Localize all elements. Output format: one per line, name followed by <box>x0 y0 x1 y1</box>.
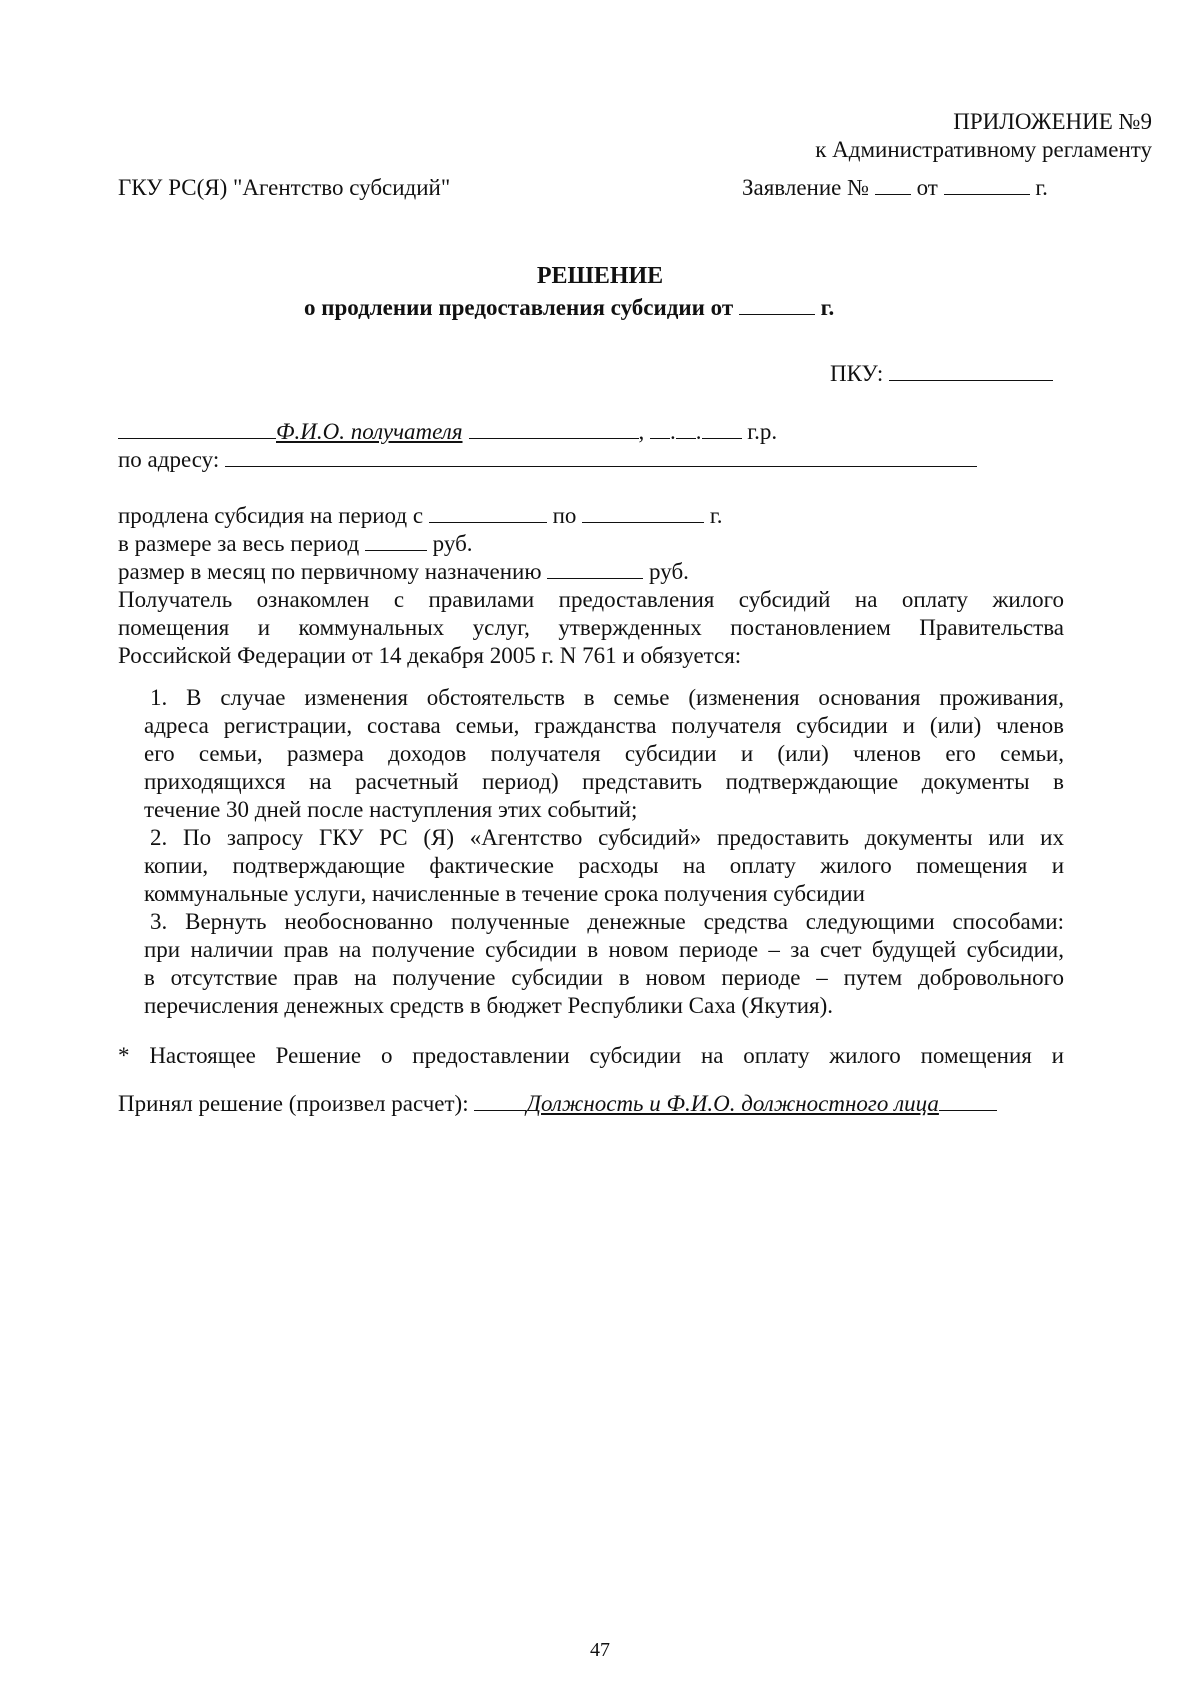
period-label: продлена субсидия на период с <box>118 503 424 528</box>
obligation-line: в отсутствие прав на получение субсидии в новом периоде – путем добровольного <box>144 965 1064 990</box>
decision-blank-right <box>939 1090 997 1111</box>
monthly-unit: руб. <box>649 559 689 584</box>
address-blank <box>225 446 977 467</box>
obligation-line: 3. Вернуть необоснованно полученные денежные средства следующими способами: <box>150 909 1064 934</box>
total-unit: руб. <box>432 531 473 556</box>
intro-line: Российской Федерации от 14 декабря 2005 г. N 761 и обязуется: <box>118 643 742 668</box>
subsidy-monthly-line <box>118 558 689 586</box>
total-label: в размере за весь период <box>118 531 360 556</box>
birth-day-blank <box>650 418 670 439</box>
intro-line: помещения и коммунальных услуг, утвержденных постановлением Правительства <box>118 615 1064 640</box>
application-number-field <box>742 174 1048 202</box>
period-to-blank <box>582 502 704 523</box>
address-line <box>118 446 977 474</box>
subtitle-year-label: г. <box>820 295 835 320</box>
birth-month-blank <box>676 418 696 439</box>
document-subtitle <box>304 294 834 322</box>
obligation-line: копии, подтверждающие фактические расходы на оплату жилого помещения и <box>144 853 1064 878</box>
appendix-number: ПРИЛОЖЕНИЕ №9 <box>953 109 1152 134</box>
decision-blank-left <box>474 1090 526 1111</box>
obligation-line: 1. В случае изменения обстоятельств в семье (изменения основания проживания, <box>150 685 1064 710</box>
page-number: 47 <box>590 1639 610 1661</box>
subtitle-text: о продлении предоставления субсидии от <box>304 295 734 320</box>
intro-line: Получатель ознакомлен с правилами предоставления субсидий на оплату жилого <box>118 587 1064 612</box>
obligation-line: при наличии прав на получение субсидии в новом периоде – за счет будущей субсидии, <box>144 937 1064 962</box>
application-label: Заявление № <box>742 175 870 200</box>
obligation-line: приходящихся на расчетный период) представить подтверждающие документы в <box>144 769 1064 794</box>
obligation-line: перечисления денежных средств в бюджет Республики Саха (Якутия). <box>144 993 834 1018</box>
subtitle-date-blank <box>739 294 815 315</box>
decision-label: Принял решение (произвел расчет): <box>118 1091 469 1116</box>
document-title: РЕШЕНИЕ <box>536 263 664 289</box>
obligation-line: течение 30 дней после наступления этих событий; <box>144 797 638 822</box>
decision-line <box>118 1090 997 1118</box>
appendix-subtitle: к Административному регламенту <box>815 137 1152 162</box>
obligation-line: адреса регистрации, состава семьи, гражданства получателя субсидии и (или) членов <box>144 713 1064 738</box>
recipient-blank-left <box>118 418 276 439</box>
recipient-comma: , <box>638 419 645 444</box>
period-year-label: г. <box>709 503 723 528</box>
birth-label: г.р. <box>747 419 778 444</box>
total-blank <box>365 530 427 551</box>
birth-dot-1: . <box>670 419 676 444</box>
organization-name: ГКУ РС(Я) "Агентство субсидий" <box>118 175 451 200</box>
recipient-line <box>118 418 777 446</box>
obligation-line: коммунальные услуги, начисленные в течение срока получения субсидии <box>144 881 865 906</box>
recipient-blank-right <box>469 418 639 439</box>
birth-dot-2: . <box>695 419 702 444</box>
birth-year-blank <box>702 418 742 439</box>
subsidy-period-line <box>118 502 722 530</box>
application-from-label: от <box>916 175 938 200</box>
address-label: по адресу: <box>118 447 220 472</box>
recipient-fio-label: Ф.И.О. получателя <box>276 419 463 444</box>
monthly-blank <box>547 558 643 579</box>
application-year-label: г. <box>1035 175 1048 200</box>
period-to-label: по <box>552 503 577 528</box>
application-number-blank <box>875 174 911 195</box>
obligation-line: его семьи, размера доходов получателя субсидии и (или) членов его семьи, <box>144 741 1064 766</box>
obligation-line: 2. По запросу ГКУ РС (Я) «Агентство субсидий» предоставить документы или их <box>150 825 1064 850</box>
pku-field <box>830 360 1053 388</box>
period-from-blank <box>429 502 547 523</box>
decision-signer: Должность и Ф.И.О. должностного лица <box>526 1091 939 1116</box>
note-text: * Настоящее Решение о предоставлении субсидии на оплату жилого помещения и <box>118 1043 1064 1068</box>
pku-label: ПКУ: <box>830 361 884 386</box>
pku-blank <box>889 360 1053 381</box>
application-date-blank <box>944 174 1030 195</box>
monthly-label: размер в месяц по первичному назначению <box>118 559 542 584</box>
subsidy-total-line <box>118 530 473 558</box>
